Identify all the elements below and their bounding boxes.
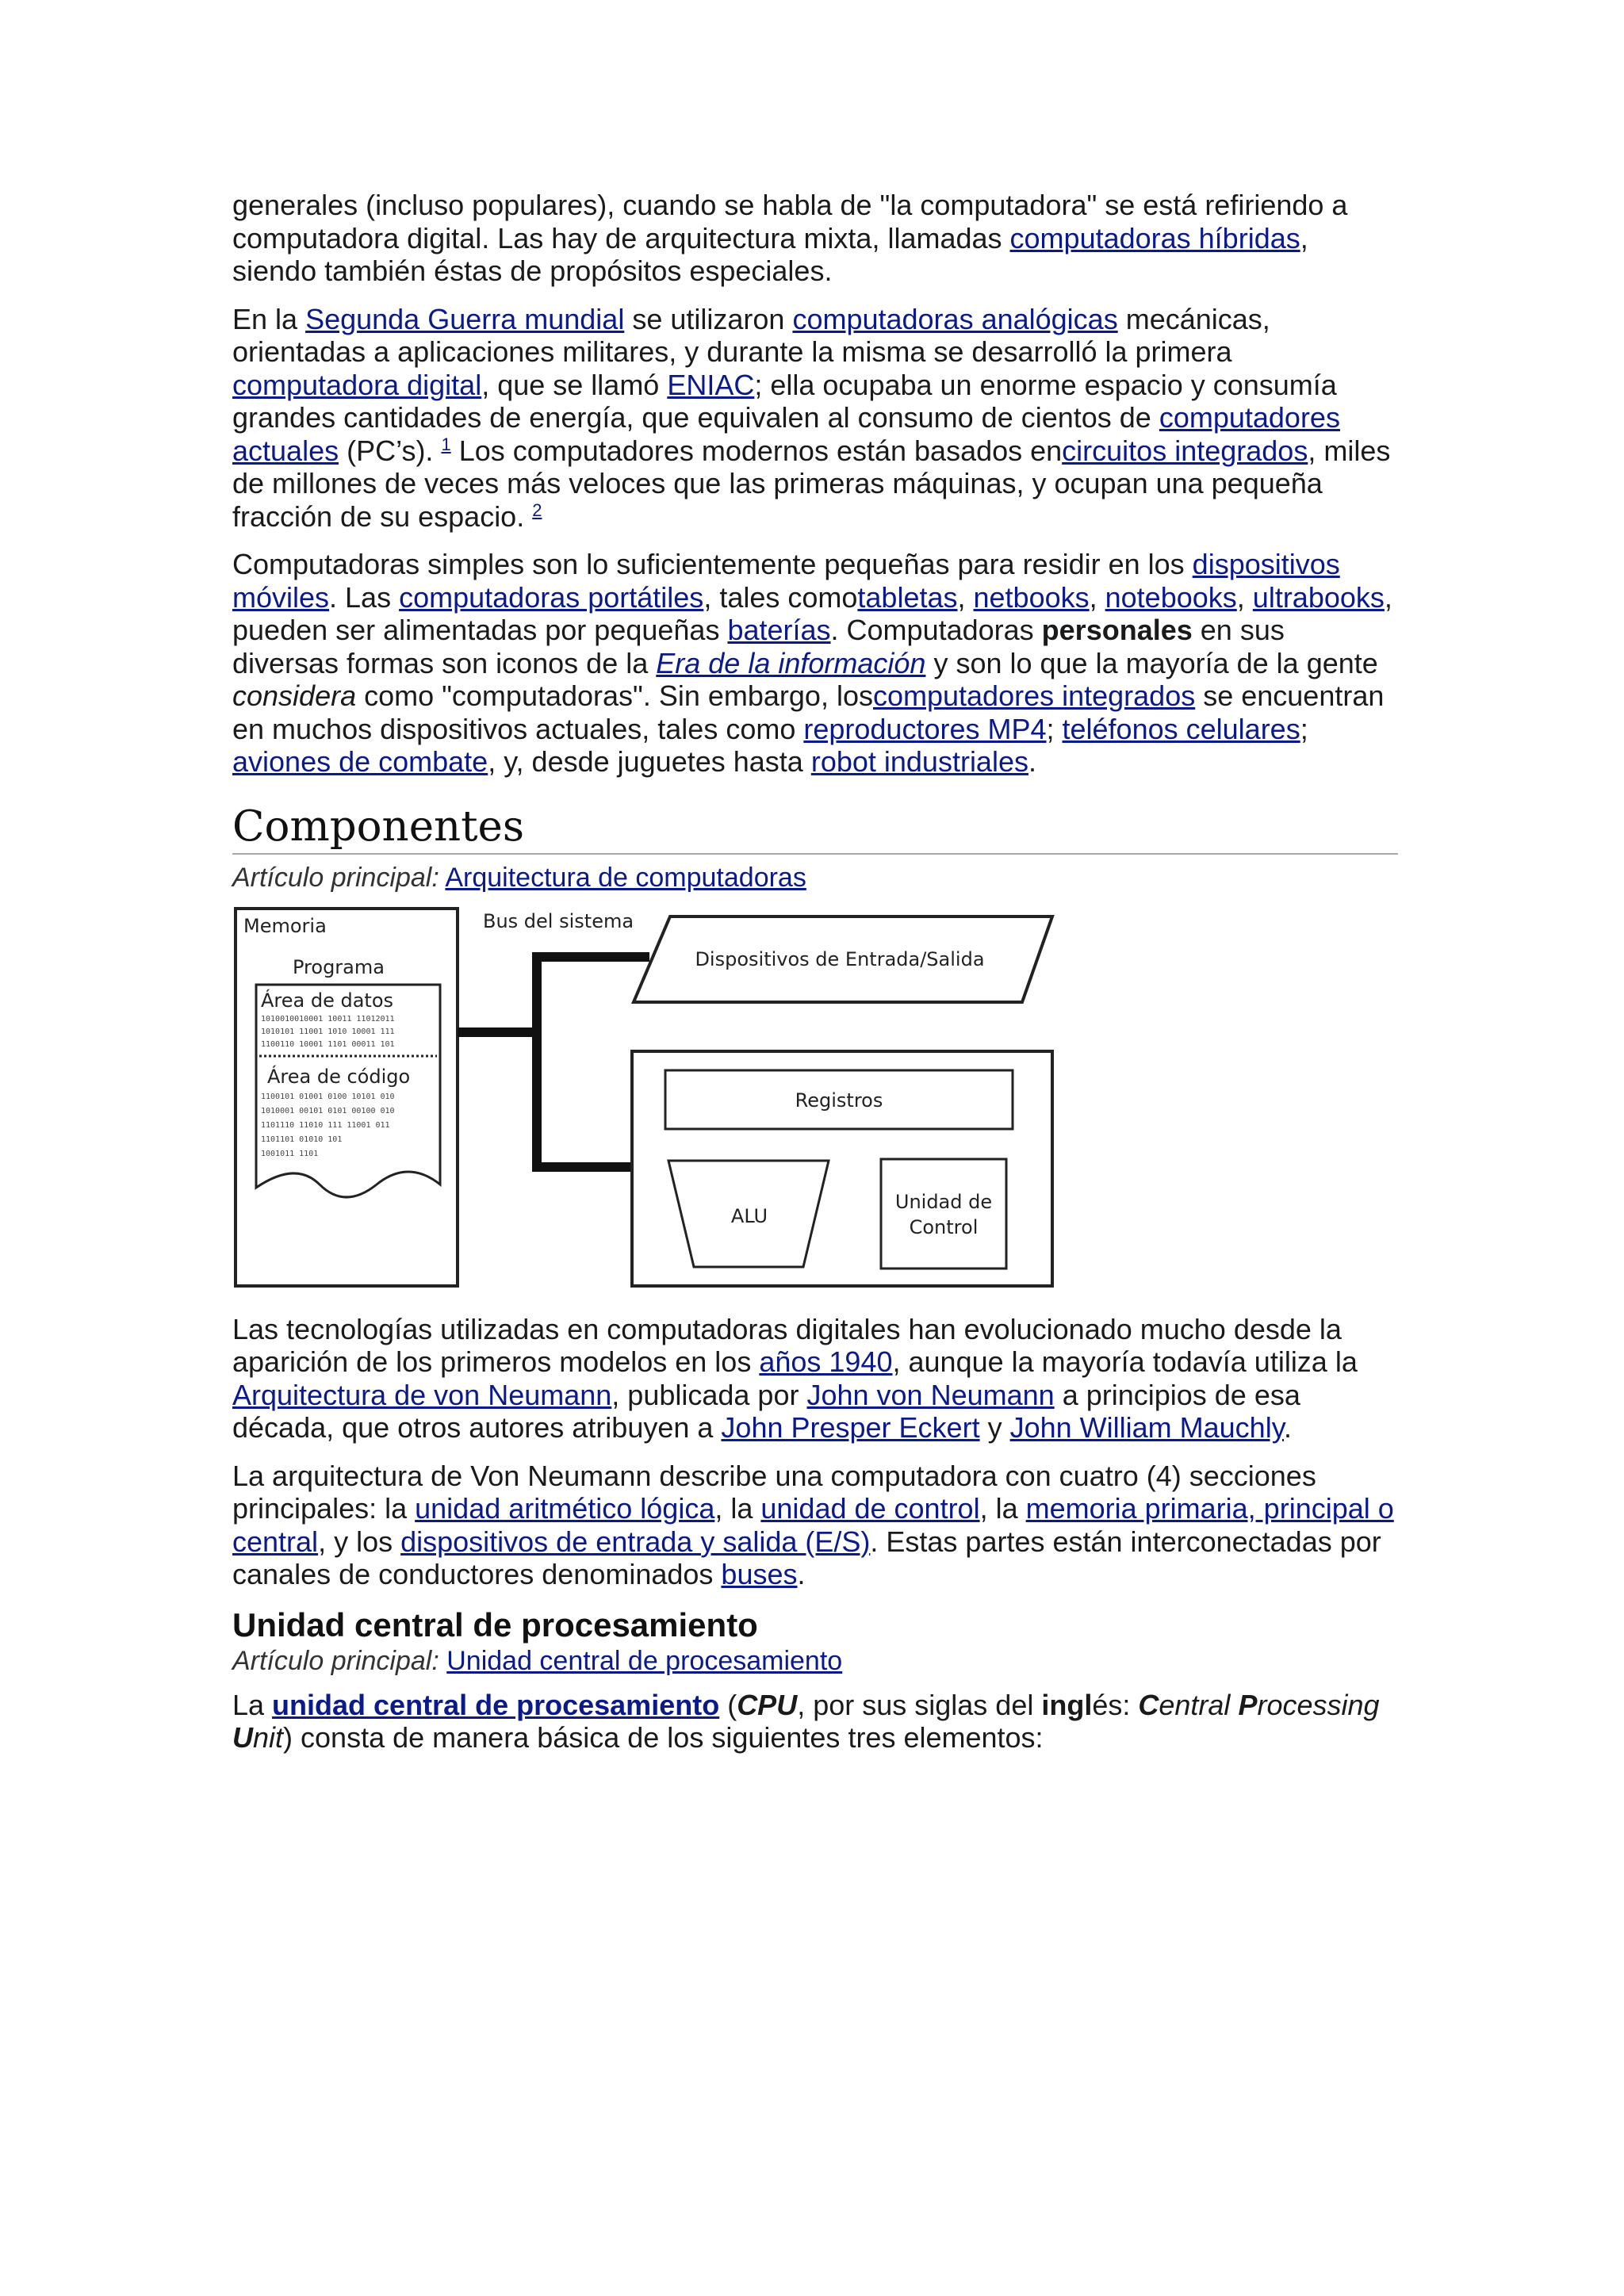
- link-notebooks[interactable]: notebooks: [1105, 580, 1237, 614]
- heading-unidad-central: Unidad central de procesamiento: [232, 1605, 758, 1644]
- link-dispositivos-moviles[interactable]: dispositivos móviles: [232, 548, 1340, 614]
- diagram-svg: [232, 905, 1057, 1294]
- svg-text:1001011 1101: 1001011 1101: [261, 1149, 319, 1158]
- link-ultrabooks[interactable]: ultrabooks: [1252, 580, 1385, 614]
- link-reproductores-mp4[interactable]: reproductores MP4: [803, 712, 1047, 745]
- system-bus-lines: [458, 957, 649, 1167]
- control-unit-box: [881, 1159, 1006, 1269]
- svg-text:1101101 01010 101: 1101101 01010 101: [261, 1135, 343, 1144]
- link-eniac[interactable]: ENIAC: [667, 368, 755, 401]
- control-unit-label-2: Control: [909, 1215, 979, 1238]
- von-neumann-diagram: [232, 905, 1057, 1294]
- link-unidad-de-control[interactable]: unidad de control: [760, 1492, 980, 1525]
- svg-text:1010001 00101 0101 00100 010: 1010001 00101 0101 00100 010: [261, 1106, 395, 1115]
- link-robot-industriales[interactable]: robot industriales: [810, 745, 1028, 778]
- link-john-von-neumann[interactable]: John von Neumann: [806, 1378, 1055, 1411]
- link-computadores-actuales[interactable]: computadores actuales: [232, 401, 1340, 467]
- link-arquitectura-von-neumann[interactable]: Arquitectura de von Neumann: [232, 1378, 612, 1411]
- link-anos-1940[interactable]: años 1940: [759, 1345, 893, 1378]
- link-memoria-primaria[interactable]: memoria primaria, principal o central: [232, 1492, 1394, 1558]
- link-john-william-mauchly[interactable]: John William Mauchly: [1009, 1411, 1285, 1444]
- registers-label: Registros: [795, 1089, 883, 1112]
- data-area-label: Área de datos: [261, 989, 394, 1012]
- hatnote-unidad-central: Artículo principal: Unidad central de procesamiento: [232, 1645, 843, 1676]
- link-baterias[interactable]: baterías: [727, 614, 831, 646]
- link-computadoras-portatiles[interactable]: computadoras portátiles: [399, 580, 704, 614]
- link-computadoras-analogicas[interactable]: computadoras analógicas: [792, 302, 1118, 335]
- svg-text:1100110 10001 1101 00011 101: 1100110 10001 1101 00011 101: [261, 1039, 395, 1049]
- link-circuitos-integrados[interactable]: circuitos integrados: [1062, 434, 1308, 467]
- link-buses[interactable]: buses: [721, 1558, 798, 1590]
- reference-1[interactable]: 1: [441, 434, 451, 454]
- link-computadoras-hibridas[interactable]: computadoras híbridas: [1009, 221, 1300, 254]
- link-unidad-central-hatnote[interactable]: Unidad central de procesamiento: [446, 1645, 843, 1676]
- link-computadores-integrados[interactable]: computadores integrados: [872, 679, 1196, 712]
- alu-label: ALU: [730, 1204, 768, 1227]
- heading-componentes: Componentes: [232, 802, 1398, 855]
- code-area-label: Área de código: [267, 1065, 411, 1088]
- program-label: Programa: [293, 955, 385, 978]
- svg-text:1010101 11001 1010 10001 111: 1010101 11001 1010 10001 111: [261, 1027, 395, 1036]
- memory-label: Memoria: [243, 914, 327, 937]
- paragraph-technologies: Las tecnologías utilizadas en computadoras digitales han evolucionado mucho desde la aparición de los primeros modelos en los años 1940, aunque la mayoría todavía utiliza la Arquitectura de von Neumann, publicada por John von Neumann a principios de esa década, que otros autores atribuyen a John Presper Eckert y John William Mauchly.: [232, 1312, 1358, 1444]
- paragraph-history: En la Segunda Guerra mundial se utilizaron computadoras analógicas mecánicas, orientadas a aplicaciones militares, y durante la misma se desarrolló la primera computadora digital, que se llamó ENIAC; ella ocupaba un enorme espacio y consumía grandes cantidades de energía, que equivalen al consumo de cientos de computadores actuales (PC’s). $^1$ Los computadores modernos están basados encircuitos integrados, miles de millones de veces más veloces que las primeras máquinas, y ocupan una pequeña fracción de su espacio. $^2$: [232, 302, 1391, 533]
- link-aviones-de-combate[interactable]: aviones de combate: [232, 745, 488, 778]
- svg-text:1100101 01001 0100 10101 010: 1100101 01001 0100 10101 010: [261, 1092, 395, 1101]
- link-dispositivos-entrada-salida[interactable]: dispositivos de entrada y salida (E/S): [400, 1525, 871, 1558]
- paragraph-architecture: La arquitectura de Von Neumann describe una computadora con cuatro (4) secciones principales: la unidad aritmético lógica, la unidad de control, la memoria primaria, principal o central, y los dispositivos de entrada y salida (E/S). Estas partes están interconectadas por canales de conductores denominados buses.: [232, 1459, 1394, 1590]
- link-john-presper-eckert[interactable]: John Presper Eckert: [721, 1411, 980, 1444]
- document-page: [232, 189, 1398, 1770]
- paragraph-cpu: La unidad central de procesamiento (CPU, por sus siglas del inglés: Central Processing Unit) consta de manera básica de los siguientes tres elementos:: [232, 1688, 1380, 1754]
- link-netbooks[interactable]: netbooks: [973, 580, 1090, 614]
- reference-2[interactable]: 2: [532, 499, 542, 520]
- link-telefonos-celulares[interactable]: teléfonos celulares: [1062, 712, 1300, 745]
- svg-text:1101110 11010 111 11001 011: 1101110 11010 111 11001 011: [261, 1120, 390, 1130]
- link-unidad-aritmetico-logica[interactable]: unidad aritmético lógica: [415, 1492, 715, 1525]
- data-bits: [261, 1015, 395, 1049]
- link-unidad-central-de-procesamiento[interactable]: unidad central de procesamiento: [272, 1688, 720, 1721]
- control-unit-label-1: Unidad de: [894, 1190, 993, 1213]
- io-label: Dispositivos de Entrada/Salida: [695, 947, 985, 970]
- link-arquitectura-de-computadoras[interactable]: Arquitectura de computadoras: [445, 862, 806, 893]
- svg-text:1010010010001 10011 11012011: 1010010010001 10011 11012011: [261, 1014, 395, 1024]
- link-era-de-la-informacion[interactable]: Era de la información: [656, 646, 926, 679]
- hatnote-componentes: Artículo principal: Arquitectura de computadoras: [232, 862, 806, 893]
- bus-label: Bus del sistema: [483, 909, 634, 932]
- link-tabletas[interactable]: tabletas: [857, 580, 958, 614]
- paragraph-devices: Computadoras simples son lo suficientemente pequeñas para residir en los dispositivos móviles. Las computadoras portátiles, tales comotabletas, netbooks, notebooks, ultrabooks, pueden ser alimentadas por pequeñas baterías. Computadoras personales en sus diversas formas son iconos de la Era de la información y son lo que la mayoría de la gente considera como "computadoras". Sin embargo, loscomputadores integrados se encuentran en muchos dispositivos actuales, tales como reproductores MP4; teléfonos celulares; aviones de combate, y, desde juguetes hasta robot industriales.: [232, 548, 1392, 778]
- paragraph-intro: generales (incluso populares), cuando se habla de "la computadora" se está refiriendo a computadora digital. Las hay de arquitectura mixta, llamadas computadoras híbridas, siendo también éstas de propósitos especiales.: [232, 189, 1348, 287]
- link-segunda-guerra-mundial[interactable]: Segunda Guerra mundial: [305, 302, 625, 335]
- link-computadora-digital[interactable]: computadora digital: [232, 368, 482, 401]
